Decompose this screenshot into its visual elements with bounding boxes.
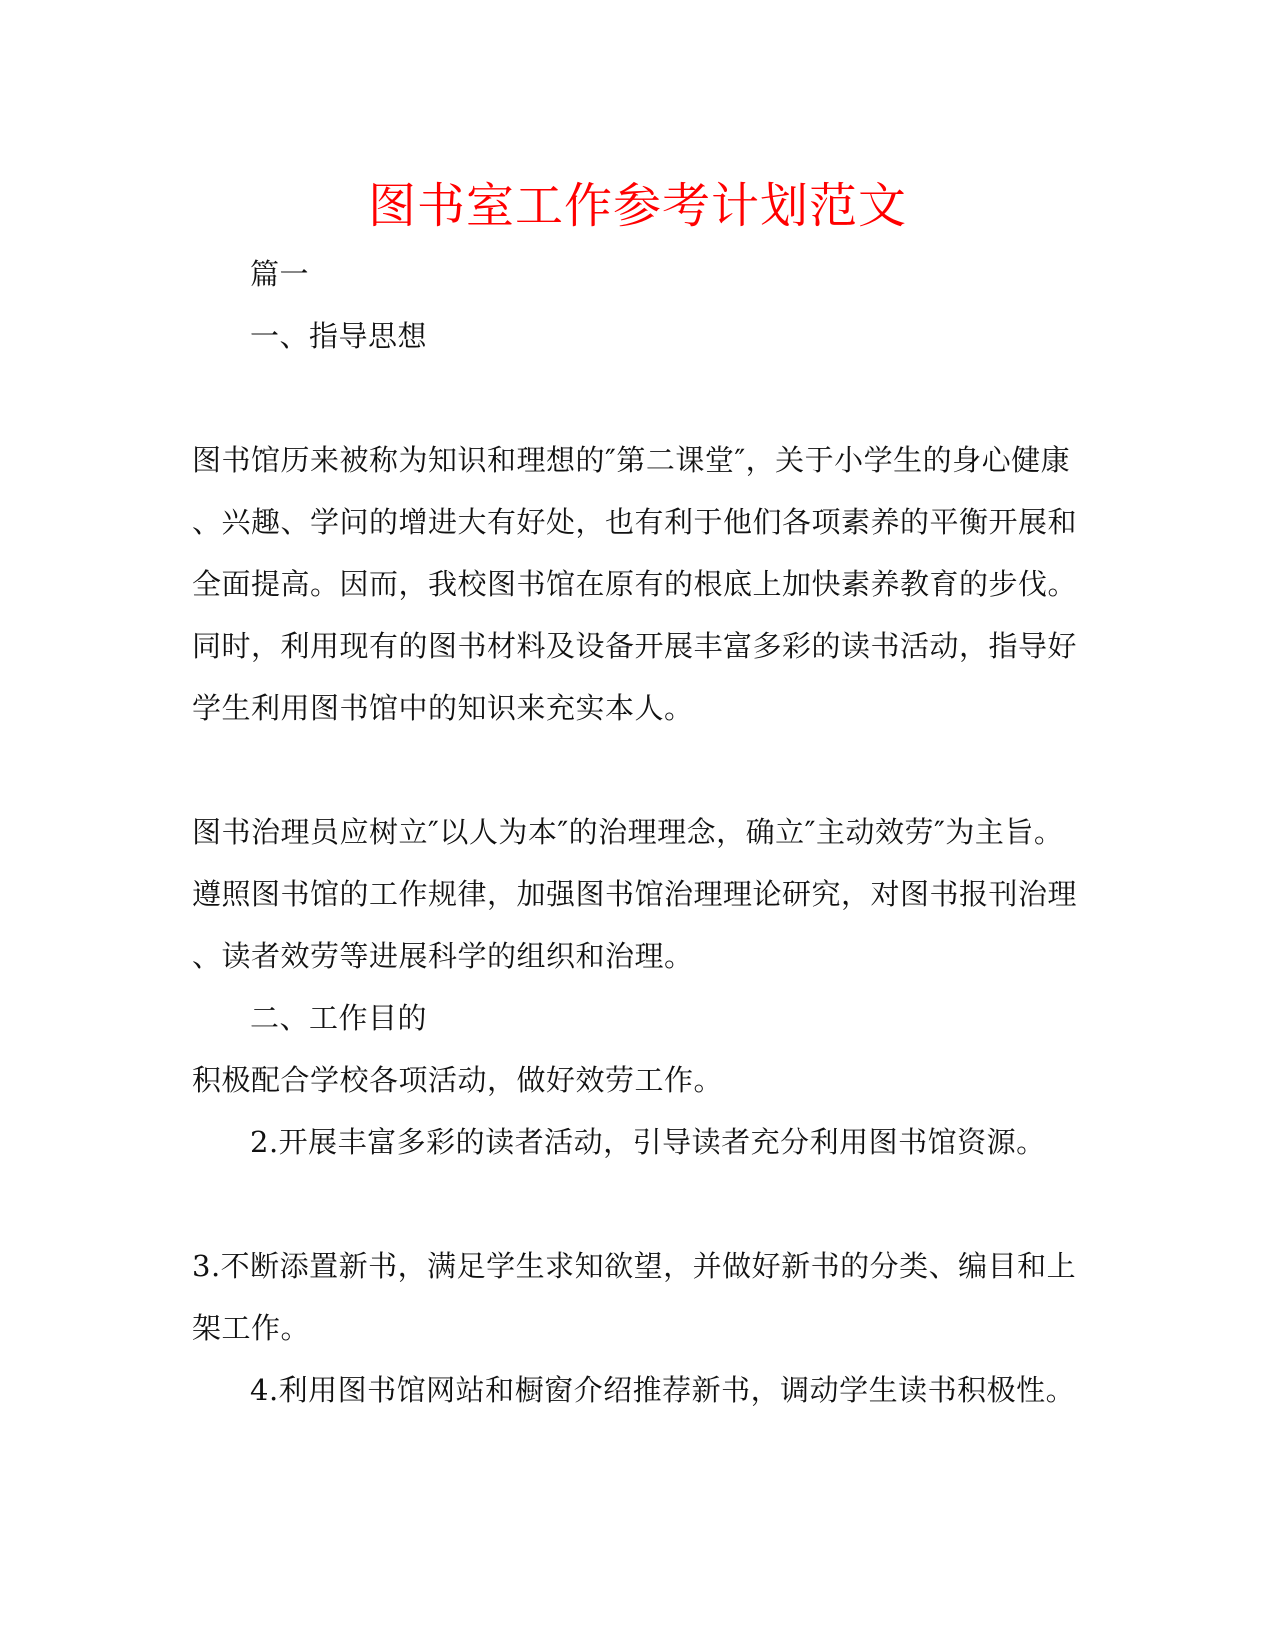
paragraph-line: 、读者效劳等进展科学的组织和治理。: [192, 939, 694, 973]
section-label: 篇一: [250, 257, 310, 291]
paragraph-line: 学生利用图书馆中的知识来充实本人。: [192, 691, 694, 725]
paragraph-line: 图书治理员应树立″以人为本″的治理理念，确立″主动效劳″为主旨。: [192, 815, 1064, 849]
section-heading: 二、工作目的: [250, 1001, 428, 1035]
list-item-continuation: 架工作。: [192, 1311, 311, 1345]
paragraph-line: 同时，利用现有的图书材料及设备开展丰富多彩的读书活动，指导好: [192, 629, 1078, 663]
paragraph-line: 遵照图书馆的工作规律，加强图书馆治理理论研究，对图书报刊治理: [192, 877, 1078, 911]
document-title: 图书室工作参考计划范文: [367, 178, 907, 234]
paragraph-line: 全面提高。因而，我校图书馆在原有的根底上加快素养教育的步伐。: [192, 567, 1078, 601]
section-heading: 一、指导思想: [250, 319, 428, 353]
paragraph-line: 、兴趣、学问的增进大有好处，也有利于他们各项素养的平衡开展和: [192, 505, 1078, 539]
list-item: 积极配合学校各项活动，做好效劳工作。: [192, 1063, 724, 1097]
list-item: 4.利用图书馆网站和橱窗介绍推荐新书，调动学生读书积极性。: [250, 1373, 1076, 1407]
paragraph-line: 图书馆历来被称为知识和理想的″第二课堂″，关于小学生的身心健康: [192, 443, 1071, 477]
list-item: 3.不断添置新书，满足学生求知欲望，并做好新书的分类、编目和上: [192, 1249, 1077, 1283]
list-item: 2.开展丰富多彩的读者活动，引导读者充分利用图书馆资源。: [250, 1125, 1046, 1159]
